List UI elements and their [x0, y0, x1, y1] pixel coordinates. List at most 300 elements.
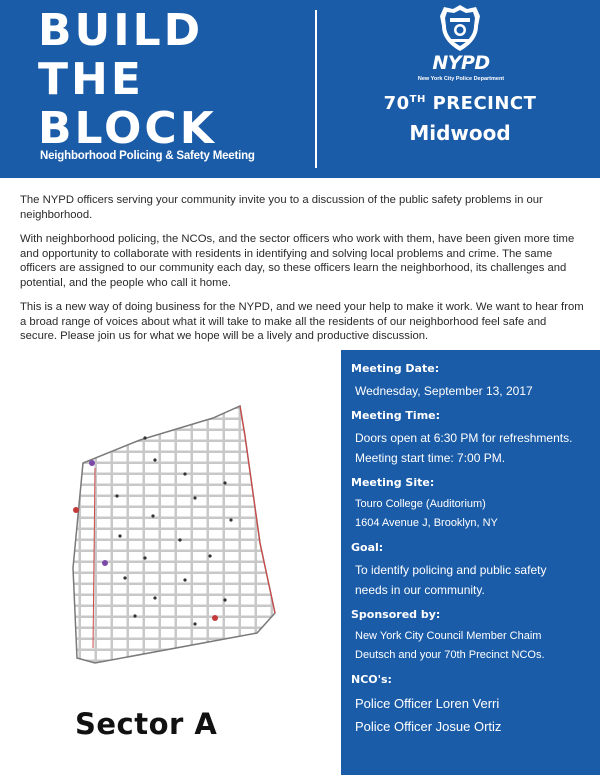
city-block [257, 442, 271, 451]
city-block [193, 464, 207, 473]
city-block [209, 530, 223, 539]
city-block [225, 640, 239, 649]
city-block [257, 497, 271, 506]
city-block [145, 552, 159, 561]
header-banner [0, 0, 600, 178]
city-block [113, 508, 127, 517]
city-block [161, 530, 175, 539]
city-block [113, 431, 127, 440]
city-block [177, 563, 191, 572]
city-block [225, 607, 239, 616]
city-block [145, 673, 159, 678]
city-block [257, 420, 271, 429]
map-marker-icon [212, 615, 218, 621]
nco-value: Police Officer Josue Ortiz [355, 719, 502, 734]
city-block [81, 552, 95, 561]
map-pin-icon [143, 436, 146, 439]
event-title [38, 6, 288, 153]
city-block [225, 574, 239, 583]
city-block [129, 519, 143, 528]
city-block [97, 530, 111, 539]
city-block [81, 596, 95, 605]
city-block [273, 585, 287, 594]
city-block [241, 563, 255, 572]
city-block [81, 651, 95, 660]
city-block [65, 552, 79, 561]
map-marker-icon [89, 460, 95, 466]
city-block [225, 541, 239, 550]
city-block [257, 541, 271, 550]
city-block [257, 563, 271, 572]
city-block [177, 541, 191, 550]
city-block [113, 552, 127, 561]
city-block [209, 662, 223, 671]
city-block [225, 475, 239, 484]
sponsor-label: Sponsored by: [351, 608, 441, 621]
city-block [225, 486, 239, 495]
city-block [209, 398, 223, 407]
city-block [241, 475, 255, 484]
city-block [161, 497, 175, 506]
city-block [65, 574, 79, 583]
city-block [81, 420, 95, 429]
city-block [129, 585, 143, 594]
city-block [145, 574, 159, 583]
meeting-date-value: Wednesday, September 13, 2017 [355, 384, 533, 398]
city-block [209, 508, 223, 517]
city-block [193, 409, 207, 418]
city-block [97, 574, 111, 583]
city-block [177, 508, 191, 517]
city-block [289, 409, 303, 418]
city-block [113, 398, 127, 407]
city-block [273, 508, 287, 517]
city-block [209, 607, 223, 616]
city-block [241, 530, 255, 539]
city-block [225, 431, 239, 440]
city-block [289, 486, 303, 495]
city-block [65, 431, 79, 440]
city-block [273, 673, 287, 678]
city-block [257, 651, 271, 660]
intro-paragraph: With neighborhood policing, the NCOs, and the sector officers who work with them, have been given more time and opportunity to collaborate with residents in identifying and solving local problems and crime. The same officers are assigned to our community each day, so these officers learn the neighborhood, its challenges and potential, and the people who call it home. [20, 233, 575, 289]
city-block [257, 431, 271, 440]
map-marker-icon [102, 560, 108, 566]
city-block [257, 453, 271, 462]
city-block [81, 673, 95, 678]
city-block [273, 409, 287, 418]
city-block [241, 442, 255, 451]
city-block [113, 662, 127, 671]
map-pin-icon [223, 598, 226, 601]
city-block [113, 453, 127, 462]
city-block [193, 431, 207, 440]
city-block [129, 475, 143, 484]
city-block [193, 508, 207, 517]
city-block [177, 607, 191, 616]
city-block [273, 640, 287, 649]
city-block [177, 475, 191, 484]
city-block [81, 618, 95, 627]
intro-text [20, 193, 585, 354]
city-block [129, 530, 143, 539]
city-block [177, 464, 191, 473]
city-block [273, 530, 287, 539]
city-block [113, 629, 127, 638]
map-pin-icon [208, 554, 211, 557]
city-block [81, 662, 95, 671]
city-block [241, 651, 255, 660]
sector-map [35, 388, 335, 678]
city-block [193, 574, 207, 583]
meeting-date-label: Meeting Date: [351, 362, 440, 375]
city-block [97, 486, 111, 495]
city-block [273, 651, 287, 660]
city-block [65, 409, 79, 418]
city-block [97, 640, 111, 649]
city-block [241, 497, 255, 506]
city-block [145, 398, 159, 407]
city-block [129, 640, 143, 649]
city-block [241, 673, 255, 678]
city-block [161, 398, 175, 407]
city-block [81, 541, 95, 550]
goal-value: To identify policing and public safety [355, 563, 547, 577]
city-block [241, 508, 255, 517]
city-block [65, 563, 79, 572]
city-block [129, 420, 143, 429]
city-block [193, 541, 207, 550]
city-block [193, 662, 207, 671]
city-block [81, 629, 95, 638]
city-block [113, 673, 127, 678]
city-block [273, 453, 287, 462]
map-pin-icon [178, 538, 181, 541]
city-block [129, 618, 143, 627]
city-block [177, 618, 191, 627]
city-block [129, 673, 143, 678]
city-block [289, 475, 303, 484]
city-block [273, 519, 287, 528]
city-block [129, 486, 143, 495]
city-block [273, 398, 287, 407]
city-block [81, 475, 95, 484]
city-block [209, 596, 223, 605]
city-block [193, 486, 207, 495]
map-street-grid [35, 388, 335, 678]
city-block [289, 563, 303, 572]
nco-value: Police Officer Loren Verri [355, 696, 500, 711]
title-line-block: BLOCK [38, 103, 217, 154]
city-block [177, 673, 191, 678]
city-block [65, 475, 79, 484]
map-pin-icon [143, 556, 146, 559]
city-block [273, 486, 287, 495]
city-block [209, 475, 223, 484]
city-block [145, 442, 159, 451]
city-block [177, 497, 191, 506]
city-block [177, 585, 191, 594]
city-block [97, 398, 111, 407]
city-block [209, 431, 223, 440]
city-block [97, 607, 111, 616]
city-block [273, 552, 287, 561]
city-block [129, 464, 143, 473]
city-block [209, 585, 223, 594]
city-block [145, 541, 159, 550]
precinct-number: 70 [383, 93, 410, 114]
city-block [257, 662, 271, 671]
city-block [193, 651, 207, 660]
city-block [161, 662, 175, 671]
city-block [273, 420, 287, 429]
meeting-date-group [351, 362, 590, 401]
city-block [161, 629, 175, 638]
police-badge-icon [439, 4, 481, 52]
city-block [289, 673, 303, 678]
city-block [273, 596, 287, 605]
map-pin-icon [223, 481, 226, 484]
city-block [177, 651, 191, 660]
city-block [177, 574, 191, 583]
map-pin-icon [151, 514, 154, 517]
city-block [225, 651, 239, 660]
city-block [193, 475, 207, 484]
city-block [225, 464, 239, 473]
city-block [225, 453, 239, 462]
city-block [177, 596, 191, 605]
precinct-word: PRECINCT [432, 93, 537, 114]
city-block [65, 398, 79, 407]
city-block [145, 563, 159, 572]
city-block [113, 618, 127, 627]
city-block [225, 618, 239, 627]
city-block [193, 398, 207, 407]
city-block [81, 442, 95, 451]
city-block [257, 508, 271, 517]
city-block [257, 464, 271, 473]
map-pin-icon [153, 458, 156, 461]
city-block [289, 607, 303, 616]
city-block [209, 574, 223, 583]
city-block [289, 574, 303, 583]
city-block [113, 585, 127, 594]
city-block [161, 618, 175, 627]
city-block [81, 585, 95, 594]
city-block [129, 497, 143, 506]
city-block [177, 486, 191, 495]
meeting-info-panel [341, 350, 600, 775]
nco-label: NCO's: [351, 673, 392, 686]
city-block [273, 475, 287, 484]
map-pin-icon [123, 576, 126, 579]
city-block [65, 464, 79, 473]
city-block [161, 596, 175, 605]
goal-group [351, 541, 590, 600]
city-block [161, 519, 175, 528]
city-block [81, 431, 95, 440]
city-block [65, 541, 79, 550]
city-block [193, 453, 207, 462]
city-block [161, 651, 175, 660]
city-block [145, 486, 159, 495]
city-block [289, 629, 303, 638]
city-block [161, 453, 175, 462]
city-block [145, 596, 159, 605]
city-block [81, 574, 95, 583]
city-block [97, 673, 111, 678]
city-block [145, 409, 159, 418]
sponsor-value: Deutsch and your 70th Precinct NCOs. [355, 649, 545, 661]
city-block [97, 618, 111, 627]
city-block [273, 563, 287, 572]
city-block [193, 442, 207, 451]
city-block [65, 453, 79, 462]
city-block [113, 519, 127, 528]
city-block [209, 651, 223, 660]
city-block [65, 585, 79, 594]
map-pin-icon [229, 518, 232, 521]
city-block [161, 574, 175, 583]
meeting-time-value: Doors open at 6:30 PM for refreshments. [355, 431, 573, 445]
city-block [273, 431, 287, 440]
city-block [65, 497, 79, 506]
city-block [97, 541, 111, 550]
city-block [257, 596, 271, 605]
city-block [65, 662, 79, 671]
city-block [289, 640, 303, 649]
meeting-site-value: Touro College (Auditorium) [355, 498, 486, 510]
city-block [97, 519, 111, 528]
city-block [81, 530, 95, 539]
city-block [113, 486, 127, 495]
city-block [193, 563, 207, 572]
city-block [209, 519, 223, 528]
city-block [145, 618, 159, 627]
city-block [113, 475, 127, 484]
city-block [225, 530, 239, 539]
city-block [241, 662, 255, 671]
city-block [65, 486, 79, 495]
city-block [273, 574, 287, 583]
city-block [193, 673, 207, 678]
city-block [225, 497, 239, 506]
intro-paragraph: This is a new way of doing business for the NYPD, and we need your help to make it work. We want to hear from a broad range of voices about what it will take to make all the residents of our neighborhood feel safe and secure. Please join us for what we hope will be a lively and productive discussion. [20, 301, 584, 342]
city-block [257, 519, 271, 528]
meeting-site-value: 1604 Avenue J, Brooklyn, NY [355, 517, 498, 529]
city-block [241, 596, 255, 605]
precinct-title [345, 93, 575, 114]
city-block [209, 453, 223, 462]
intro-paragraph: The NYPD officers serving your community invite you to a discussion of the public safety problems in our neighborhood. [20, 194, 543, 221]
city-block [161, 475, 175, 484]
city-block [257, 607, 271, 616]
city-block [289, 398, 303, 407]
city-block [161, 464, 175, 473]
city-block [65, 618, 79, 627]
city-block [113, 541, 127, 550]
city-block [145, 585, 159, 594]
city-block [289, 662, 303, 671]
city-block [209, 420, 223, 429]
city-block [193, 596, 207, 605]
goal-label: Goal: [351, 541, 384, 554]
city-block [241, 640, 255, 649]
city-block [225, 552, 239, 561]
city-block [289, 596, 303, 605]
city-block [129, 552, 143, 561]
city-block [241, 464, 255, 473]
city-block [257, 673, 271, 678]
city-block [97, 475, 111, 484]
city-block [177, 519, 191, 528]
city-block [81, 486, 95, 495]
city-block [97, 431, 111, 440]
nypd-wordmark: NYPD [432, 52, 490, 74]
neighborhood-name: Midwood [409, 121, 511, 145]
goal-value: needs in our community. [355, 583, 485, 597]
city-block [273, 629, 287, 638]
city-block [129, 563, 143, 572]
city-block [65, 607, 79, 616]
city-block [65, 596, 79, 605]
meeting-site-label: Meeting Site: [351, 476, 435, 489]
meeting-time-value: Meeting start time: 7:00 PM. [355, 451, 506, 465]
map-marker-icon [73, 507, 79, 513]
city-block [193, 519, 207, 528]
city-block [225, 585, 239, 594]
city-block [193, 552, 207, 561]
city-block [241, 552, 255, 561]
city-block [177, 431, 191, 440]
map-pin-icon [153, 596, 156, 599]
city-block [193, 629, 207, 638]
city-block [145, 640, 159, 649]
city-block [209, 486, 223, 495]
city-block [289, 431, 303, 440]
city-block [241, 607, 255, 616]
city-block [65, 673, 79, 678]
city-block [177, 552, 191, 561]
city-block [177, 530, 191, 539]
map-pin-icon [193, 496, 196, 499]
city-block [161, 486, 175, 495]
map-pin-icon [183, 578, 186, 581]
city-block [81, 398, 95, 407]
city-block [193, 607, 207, 616]
city-block [225, 420, 239, 429]
city-block [209, 673, 223, 678]
city-block [113, 420, 127, 429]
city-block [129, 574, 143, 583]
city-block [81, 607, 95, 616]
city-block [225, 662, 239, 671]
city-block [193, 530, 207, 539]
city-block [177, 398, 191, 407]
city-block [273, 541, 287, 550]
city-block [177, 662, 191, 671]
city-block [113, 640, 127, 649]
city-block [161, 563, 175, 572]
city-block [273, 442, 287, 451]
city-block [97, 585, 111, 594]
city-block [257, 409, 271, 418]
sector-map-drawing [35, 388, 335, 678]
city-block [97, 629, 111, 638]
city-block [209, 497, 223, 506]
city-block [145, 519, 159, 528]
city-block [241, 585, 255, 594]
